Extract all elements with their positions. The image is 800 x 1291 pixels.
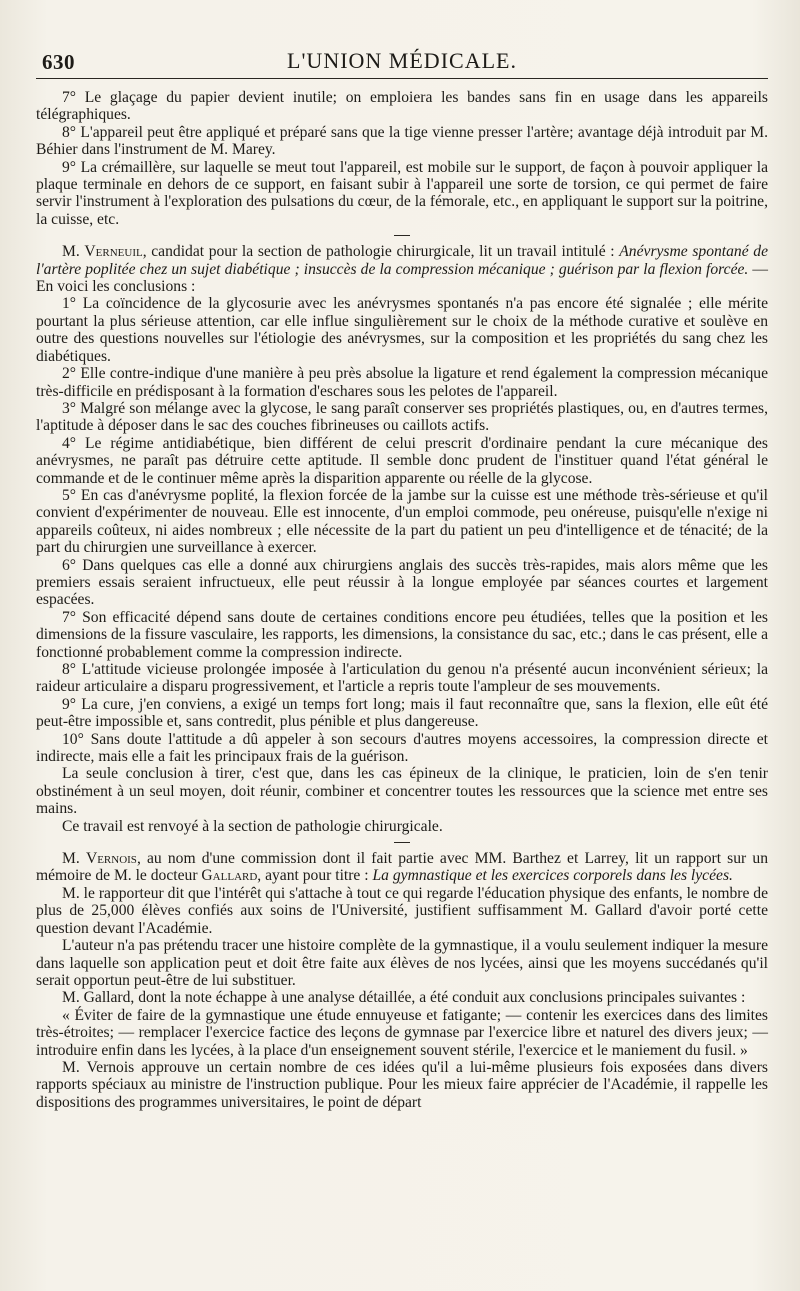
article-body <box>36 89 768 1111</box>
running-title: L'UNION MÉDICALE. <box>287 48 517 73</box>
monsieur-abbrev: M. <box>62 243 80 261</box>
section-separator <box>394 842 410 843</box>
page-header <box>36 44 768 79</box>
conclusion-item: 9° La cure, j'en conviens, a exigé un temps fort long; mais il faut reconnaître que, sans la flexion, elle eût été peut-être impossible et, sans contredit, plus pénible et plus dangereuse. <box>36 695 768 731</box>
conclusions-lead: — En voici les conclusions : <box>36 260 769 296</box>
referral-note: Ce travail est renvoyé à la section de pathologie chirurgicale. <box>62 817 443 835</box>
conclusion-item: La seule conclusion à tirer, c'est que, dans les cas épineux de la clinique, le praticien, loin de s'en tenir obstinément à un seul moyen, doit réunir, combiner et concentrer toutes les ressources que la science met entre ses mains. <box>36 765 768 818</box>
paragraph: L'auteur n'a pas prétendu tracer une histoire complète de la gymnastique, il a voulu seulement indiquer la mesure dans laquelle son application peut et doit être faite aux élèves de nos lycées, ainsi que les moyens succédanés qu'il serait opportun peut-être de lui substituer. <box>36 937 768 989</box>
author-name: Gallard <box>201 867 258 885</box>
vernois-intro-text: , au nom d'une commission dont il fait partie avec MM. Barthez et Larrey, lit un rapport sur un mémoire de M. le docteur <box>36 850 768 885</box>
paragraph: 8° L'appareil peut être appliqué et préparé sans que la tige vienne presser l'artère; avantage déjà introduit par M. Béhier dans l'instrument de M. Marey. <box>36 123 768 159</box>
verneuil-intro-text: , candidat pour la section de pathologie chirurgicale, lit un travail intitulé : <box>142 243 615 261</box>
paragraph: 9° La crémaillère, sur laquelle se meut tout l'appareil, est mobile sur le support, de façon à pouvoir appliquer la plaque terminale en dehors de ce support, en faisant subir à l'appareil une sorte de torsion, ce qui permet de faire servir l'instrument à l'exploration des pulsations du cœur, de la fémorale, etc., en appliquant le support sur la poitrine, la cuisse, etc. <box>36 158 768 228</box>
conclusion-item: 6° Dans quelques cas elle a donné aux chirurgiens anglais des succès très-rapides, mais alors même que les premiers essais seraient infructueux, elle peut réussir à la longue employée par séances courtes et largement espacées. <box>36 556 768 609</box>
conclusion-item: 10° Sans doute l'attitude a dû appeler à son secours d'autres moyens accessoires, la compression directe et indirecte, mais elle a fait les principaux frais de la guérison. <box>36 730 768 766</box>
quoted-conclusions: « Éviter de faire de la gymnastique une étude ennuyeuse et fatigante; — contenir les exercices dans des limites très-étroites; — remplacer l'exercice factice des leçons de gymnase par l'exercice libre et naturel des divers jeux; — introduire enfin dans les lycées, à la place d'un enseignement souvent stérile, l'exercice et le maniement du fusil. » <box>36 1006 768 1059</box>
conclusion-item: 8° L'attitude vicieuse prolongée imposée à l'articulation du genou n'a présenté aucun inconvénient sérieux; la raideur articulaire a disparu progressivement, et l'article a repris toute l'ampleur de ses mouvements. <box>36 661 768 696</box>
paragraph: 7° Le glaçage du papier devient inutile; on emploiera les bandes sans fin en usage dans les appareils télégraphiques. <box>36 89 768 124</box>
conclusion-item: 3° Malgré son mélange avec la glycose, le sang paraît conserver ses propriétés plastiques, ou, en d'autres termes, l'aptitude à déposer dans le sac des couches fibrineuses ou caillots actifs. <box>36 399 768 435</box>
conclusion-item: 7° Son efficacité dépend sans doute de certaines conditions encore peu étudiées, telles que la position et les dimensions de la fissure vasculaire, les rapports, les dimensions, la consistance du sac, etc.; dans le cas présent, elle a fonctionné probablement comme la compression indirecte. <box>36 608 768 661</box>
paragraph: M. Vernois approuve un certain nombre de ces idées qu'il a lui-même plusieurs fois exposées dans divers rapports spéciaux au ministre de l'instruction publique. Pour les mieux faire apprécier de l'Académie, il rappelle les dispositions des programmes universitaires, le point de départ <box>36 1058 768 1111</box>
conclusion-item: 2° Elle contre-indique d'une manière à peu près absolue la ligature et rend également la compression mécanique très-difficile en prédisposant à la formation d'eschares sous les pelotes de l'appareil. <box>36 365 768 400</box>
paragraph: M. Gallard, dont la note échappe à une analyse détaillée, a été conduit aux conclusions principales suivantes : <box>62 989 746 1007</box>
conclusion-item: 1° La coïncidence de la glycosurie avec les anévrysmes spontanés n'a pas encore été signalée ; elle mérite pourtant la plus sérieuse attention, car elle influe singulièrement sur le choix de la méthode curative et soulève en outre des questions nouvelles sur l'étiologie des anévrysmes, sur la composition et les propriétés du sang chez les diabétiques. <box>36 295 768 365</box>
vernois-intro-text: , ayant pour titre : <box>257 867 373 885</box>
paragraph: M. le rapporteur dit que l'intérêt qui s'attache à tout ce qui regarde l'éducation physique des enfants, le nombre de plus de 25,000 élèves confiés aux soins de l'Université, justifient suffisamment M. Gallard d'avoir porté cette question devant l'Académie. <box>36 884 769 937</box>
conclusion-item: 4° Le régime antidiabétique, bien différent de celui prescrit d'ordinaire pendant la cure mécanique des anévrysmes, ne paraît pas détruire cette aptitude. Il semble donc prudent de l'instituer quand l'état général le commande et de le continuer même après la disparition apparente ou réelle de la glycose. <box>36 434 768 487</box>
section-separator <box>394 235 410 236</box>
work-title: Anévrysme spontané de l'artère poplitée chez un sujet diabétique ; insuccès de la compression mécanique ; guérison par la flexion forcée. <box>36 243 768 278</box>
vernois-intro-paragraph <box>36 850 768 885</box>
verneuil-intro-paragraph <box>36 243 768 295</box>
page-number: 630 <box>42 50 75 74</box>
conclusion-item: 5° En cas d'anévrysme poplité, la flexion forcée de la jambe sur la cuisse est une méthode très-sérieuse et qu'il convient d'expérimenter de nouveau. Elle est innocente, d'un emploi commode, peu onéreuse, puisqu'elle n'exige ni appareils coûteux, ni aides nombreux ; elle nécessite de la part du patient un peu d'intelligence et de ténacité; de la part du chirurgien une surveillance à exercer. <box>36 486 768 557</box>
speaker-name: Verneuil <box>84 243 143 261</box>
memoir-title: La gymnastique et les exercices corporels dans les lycées. <box>372 867 733 885</box>
speaker-name: Vernois <box>85 850 137 868</box>
monsieur-abbrev: M. <box>62 850 80 868</box>
